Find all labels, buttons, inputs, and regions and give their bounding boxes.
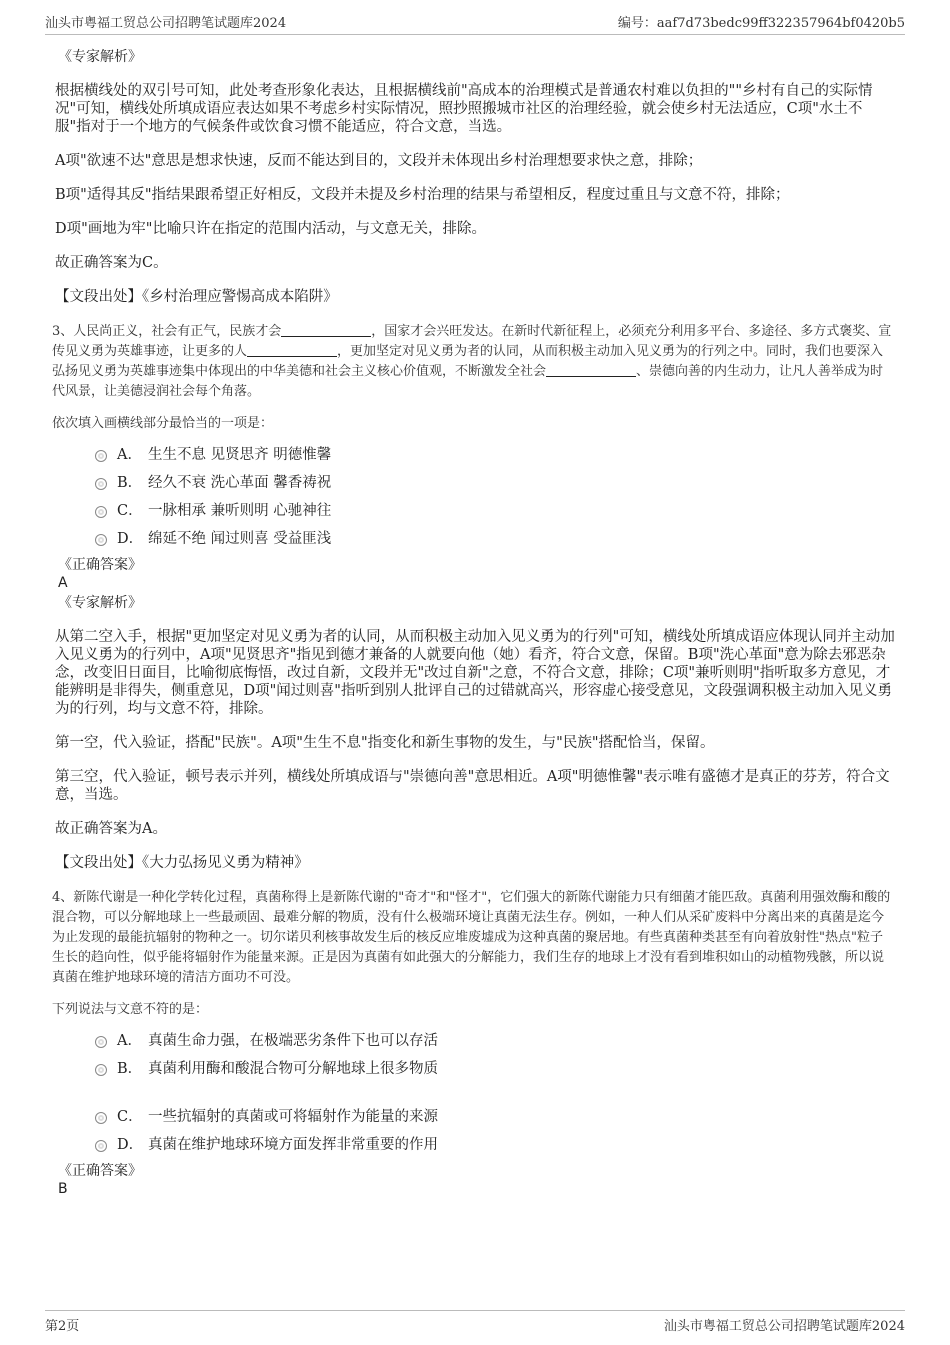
option-a[interactable]: A． 真菌生命力强，在极端恶劣条件下也可以存活 [95, 1030, 895, 1058]
option-a[interactable]: A． 生生不息 见贤思齐 明德惟馨 [95, 444, 895, 472]
analysis-paragraph: 从第二空入手，根据"更加坚定对见义勇为者的认同，从而积极主动加入见义勇为的行列"可知，横线处所填成语应体现认同并主动加入见义勇为的行列中，A项"见贤思齐"指见到德才兼备的人就要向他（她）看齐，符合文意，保留。B项"洗心革面"意为除去邪恶杂念，改变旧日面目，比喻彻底悔悟，改过自新，文段并无"改过自新"之意，不符合文意，排除；C项"兼听则明"指听取多方意见，才能辨明是非得失，侧重意见，D项"闻过则喜"指听到别人批评自己的过错就高兴，形容虚心接受意见，文段强调积极主动加入见义勇为的行列，均与文意不符，排除。 [55, 629, 895, 717]
fill-blank [546, 363, 636, 377]
analysis-paragraph: A项"欲速不达"意思是想求快速，反而不能达到目的，文段并未体现出乡村治理想要求快之意，排除； [55, 153, 703, 169]
question-3-options [95, 444, 895, 556]
option-d[interactable]: D． 绵延不绝 闻过则喜 受益匪浅 [95, 528, 895, 556]
analysis-paragraph: 根据横线处的双引号可知，此处考查形象化表达，且根据横线前"高成本的治理模式是普通农村难以负担的""乡村有自己的实际情况"可知，横线处所填成语应表达如果不考虑乡村实际情况，照抄照搬城市社区的治理经验，就会使乡村无法适应，C项"水土不服"指对于一个地方的气候条件或饮食习惯不能适应，符合文意，当选。 [55, 83, 873, 135]
footer-title: 汕头市粤福工贸总公司招聘笔试题库2024 [663, 1319, 905, 1334]
analysis-label: 《专家解析》 [58, 595, 142, 611]
radio-icon[interactable] [95, 1112, 107, 1124]
radio-icon[interactable] [95, 1064, 107, 1076]
page-content [52, 46, 895, 1198]
question-4-options [95, 1030, 895, 1162]
page-header [45, 12, 905, 35]
analysis-paragraph: 第一空，代入验证，搭配"民族"。A项"生生不息"指变化和新生事物的发生，与"民族"搭配恰当，保留。 [55, 735, 715, 751]
answer-label: 《正确答案》 [58, 557, 142, 573]
analysis-paragraph: B项"适得其反"指结果跟希望正好相反，文段并未提及乡村治理的结果与希望相反，程度过重且与文意不符，排除； [55, 187, 790, 203]
analysis-paragraph: 第三空，代入验证，顿号表示并列，横线处所填成语与"崇德向善"意思相近。A项"明德惟馨"表示唯有盛德才是真正的芬芳，符合文意，当选。 [55, 769, 890, 803]
question-3-prompt: 依次填入画横线部分最恰当的一项是： [52, 416, 274, 431]
analysis-paragraph: D项"画地为牢"比喻只许在指定的范围内活动，与文意无关，排除。 [55, 221, 486, 237]
radio-icon[interactable] [95, 1140, 107, 1152]
answer-label: 《正确答案》 [58, 1163, 142, 1179]
document-id: 编号：aaf7d73bedc99ff322357964bf0420b5 [617, 16, 905, 31]
radio-icon[interactable] [95, 506, 107, 518]
question-3-stem: 3、人民尚正义，社会有正气，民族才会 ，国家才会兴旺发达。在新时代新征程上，必须充分利用多平台、多途径、多方式褒奖、宣传见义勇为英雄事迹，让更多的人 ，更加坚定对见义勇为者的认同，从而积极主动加入见义勇为的行列之中。同时，我们也要深入弘扬见义勇为英雄事迹集中体现出的中华美德和社会主义核心价值观，不断激发全社会 、崇德向善的内生动力，让凡人善举成为时代风景，让美德浸润社会每个角落。 [52, 324, 892, 399]
radio-icon[interactable] [95, 478, 107, 490]
question-4-prompt: 下列说法与文意不符的是： [52, 1002, 209, 1017]
fill-blank [247, 343, 337, 357]
option-b[interactable]: B． 经久不衰 洗心革面 馨香祷祝 [95, 472, 895, 500]
source-citation: 【文段出处】《乡村治理应警惕高成本陷阱》 [55, 289, 338, 305]
option-d[interactable]: D． 真菌在维护地球环境方面发挥非常重要的作用 [95, 1134, 895, 1162]
radio-icon[interactable] [95, 534, 107, 546]
question-4-stem: 4、新陈代谢是一种化学转化过程，真菌称得上是新陈代谢的"奇才"和"怪才"，它们强大的新陈代谢能力只有细菌才能匹敌。真菌利用强效酶和酸的混合物，可以分解地球上一些最顽固、最难分解的物质，没有什么极端环境让真菌无法生存。例如，一种人们从采矿废料中分离出来的真菌是迄今为止发现的最能抗辐射的物种之一。切尔诺贝利核事故发生后的核反应堆废墟成为这种真菌的聚居地。有些真菌种类甚至有向着放射性"热点"粒子生长的趋向性，似乎能将辐射作为能量来源。正是因为真菌有如此强大的分解能力，我们生存的地球上才没有看到堆积如山的动植物残骸，所以说真菌在维护地球环境的清洁方面功不可没。 [52, 890, 891, 985]
page-footer [45, 1310, 905, 1335]
page-number: 第2页 [45, 1319, 80, 1334]
conclusion: 故正确答案为C。 [55, 255, 168, 271]
radio-icon[interactable] [95, 1036, 107, 1048]
fill-blank [281, 323, 371, 337]
conclusion: 故正确答案为A。 [55, 821, 167, 837]
option-b[interactable]: B． 真菌利用酶和酸混合物可分解地球上很多物质 [95, 1058, 895, 1106]
option-c[interactable]: C． 一些抗辐射的真菌或可将辐射作为能量的来源 [95, 1106, 895, 1134]
analysis-label: 《专家解析》 [58, 49, 142, 65]
header-title: 汕头市粤福工贸总公司招聘笔试题库2024 [45, 16, 287, 31]
option-c[interactable]: C． 一脉相承 兼听则明 心驰神往 [95, 500, 895, 528]
radio-icon[interactable] [95, 450, 107, 462]
answer-value: A [58, 575, 68, 591]
answer-value: B [58, 1181, 68, 1197]
source-citation: 【文段出处】《大力弘扬见义勇为精神》 [55, 855, 309, 871]
